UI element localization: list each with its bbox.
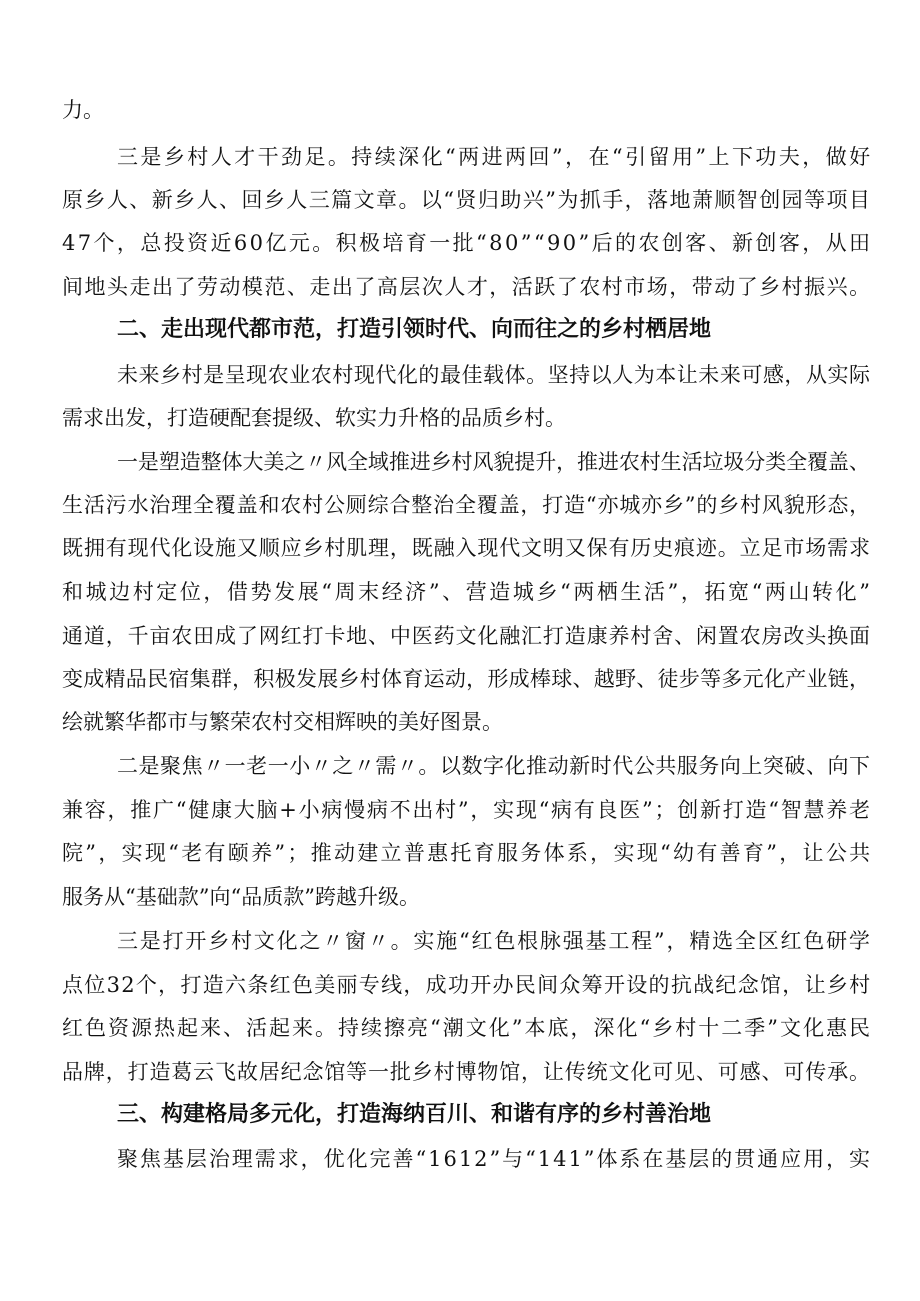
paragraph-line: 三是打开乡村文化之〃窗〃。实施“红色根脉强基工程”，精选全区红色研学 bbox=[117, 929, 872, 953]
paragraph-line: 变成精品民宿集群，积极发展乡村体育运动，形成棒球、越野、徒步等多元化产业链， bbox=[62, 667, 871, 691]
paragraph-line: 绘就繁华都市与繁荣农村交相辉映的美好图景。 bbox=[62, 710, 503, 734]
paragraph-line: 47个，总投资近60亿元。积极培育一批“80”“90”后的农创客、新创客，从田 bbox=[62, 231, 873, 255]
paragraph-line: 三是乡村人才干劲足。持续深化“两进两回”，在“引留用”上下功夫，做好 bbox=[117, 145, 873, 169]
paragraph-line: 聚焦基层治理需求，优化完善“1612”与“141”体系在基层的贯通应用，实 bbox=[117, 1147, 872, 1171]
paragraph-line: 力。 bbox=[62, 98, 104, 122]
section-heading: 二、走出现代都市范，打造引领时代、向而往之的乡村栖居地 bbox=[117, 317, 712, 342]
paragraph-line: 未来乡村是呈现农业农村现代化的最佳载体。坚持以人为本让未来可感，从实际 bbox=[117, 363, 871, 387]
paragraph-line: 一是塑造整体大美之〃风全域推进乡村风貌提升，推进农村生活垃圾分类全覆盖、 bbox=[117, 450, 870, 474]
paragraph-line: 点位32个，打造六条红色美丽专线，成功开办民间众筹开设的抗战纪念馆，让乡村 bbox=[62, 973, 872, 997]
paragraph-line: 通道，千亩农田成了网红打卡地、中医药文化融汇打造康养村舍、闲置农房改头换面 bbox=[62, 624, 871, 648]
paragraph-line: 间地头走出了劳动模范、走出了高层次人才，活跃了农村市场，带动了乡村振兴。 bbox=[62, 275, 872, 299]
paragraph-line: 和城边村定位，借势发展“周末经济”、营造城乡“两栖生活”，拓宽“两山转化” bbox=[62, 580, 873, 604]
paragraph-line: 院”，实现“老有颐养”；推动建立普惠托育服务体系，实现“幼有善育”，让公共 bbox=[62, 841, 873, 865]
paragraph-line: 既拥有现代化设施又顺应乡村肌理，既融入现代文明又保有历史痕迹。立足市场需求 bbox=[62, 536, 871, 560]
paragraph-line: 兼容，推广“健康大脑+小病慢病不出村”，实现“病有良医”；创新打造“智慧养老 bbox=[62, 798, 872, 822]
paragraph-line: 二是聚焦〃一老一小〃之〃需〃。以数字化推动新时代公共服务向上突破、向下 bbox=[117, 754, 871, 778]
paragraph-line: 原乡人、新乡人、回乡人三篇文章。以“贤归助兴”为抓手，落地萧顺智创园等项目 bbox=[62, 188, 872, 212]
paragraph-line: 生活污水治理全覆盖和农村公厕综合整治全覆盖，打造“亦城亦乡”的乡村风貌形态， bbox=[62, 493, 872, 517]
paragraph-line: 红色资源热起来、活起来。持续擦亮“潮文化”本底，深化“乡村十二季”文化惠民 bbox=[62, 1016, 872, 1040]
paragraph-line: 需求出发，打造硬配套提级、软实力升格的品质乡村。 bbox=[62, 406, 566, 430]
paragraph-line: 品牌，打造葛云飞故居纪念馆等一批乡村博物馆，让传统文化可见、可感、可传承。 bbox=[62, 1060, 871, 1084]
paragraph-line: 服务从“基础款”向“品质款”跨越升级。 bbox=[62, 885, 420, 909]
section-heading: 三、构建格局多元化，打造海纳百川、和谐有序的乡村善治地 bbox=[117, 1102, 712, 1127]
